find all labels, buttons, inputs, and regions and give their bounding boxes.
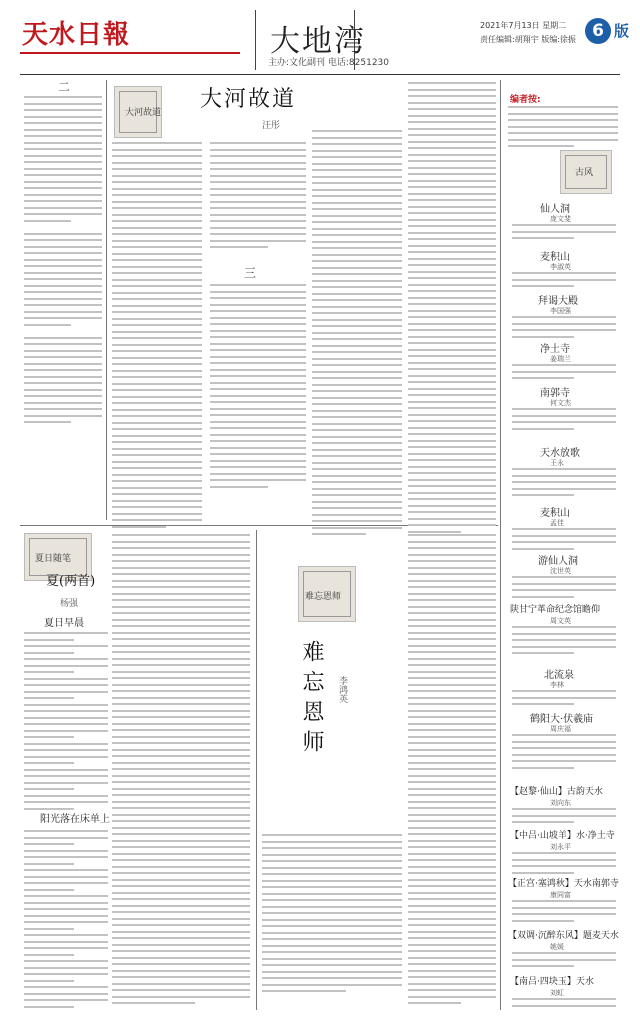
column-divider — [256, 530, 257, 1010]
poem-title: 天水放歌 — [540, 448, 580, 459]
poem-title: 【南吕·四块玉】天水 — [510, 977, 594, 987]
poem-title: 净土寺 — [540, 344, 570, 355]
poem-text — [512, 808, 616, 828]
poem-text — [24, 830, 108, 1012]
poem-text — [512, 690, 616, 710]
article-title: 难忘恩师 — [299, 640, 324, 760]
poem-author: 周文英 — [550, 617, 571, 625]
poem-subtitle: 夏日早晨 — [44, 618, 84, 629]
section-number: 二 — [58, 80, 71, 94]
poem-title: 【赵黎·仙山】古韵天水 — [510, 787, 603, 797]
poem-author: 李林 — [550, 681, 564, 689]
poem-title: 北流泉 — [544, 670, 574, 681]
article-byline: 李鸿英 — [337, 676, 347, 703]
poem-title: 游仙人洞 — [538, 556, 578, 567]
poem-author: 姜瑞兰 — [550, 355, 571, 363]
poem-title: 拜谒大殿 — [538, 296, 578, 307]
masthead-rule — [20, 52, 240, 54]
poem-text — [512, 852, 616, 878]
article-byline: 汪彤 — [262, 121, 281, 131]
body-text-column — [408, 534, 496, 1009]
issue-date: 2021年7月13日 星期二 — [480, 21, 567, 30]
body-text-column — [112, 142, 202, 532]
poem-text — [512, 364, 616, 384]
article-thumbnail: 难忘恩师 — [298, 566, 356, 622]
article-thumbnail: 夏日随笔 — [24, 533, 92, 581]
article-title: 夏(两首) — [46, 574, 96, 589]
poem-text — [512, 734, 616, 773]
poem-text — [512, 626, 616, 659]
poem-author: 康同富 — [550, 891, 571, 899]
poem-author: 庞文斐 — [550, 215, 571, 223]
section-editor-line: 主办:文化副刊 电话:8251230 — [268, 58, 390, 68]
body-text-column — [262, 834, 402, 997]
poem-title: 陕甘宁革命纪念馆瞻仰 — [510, 605, 601, 615]
body-text-column — [24, 96, 102, 428]
poem-title: 【双调·沉醉东风】题麦天水 — [508, 931, 619, 941]
editor-credits: 责任编辑:胡翔宇 版编:徐振 — [480, 35, 576, 44]
poem-title: 仙人洞 — [540, 204, 570, 215]
poem-text — [512, 272, 616, 292]
editor-note-heading: 编者按: — [510, 95, 541, 105]
poem-title: 南郭寺 — [540, 388, 570, 399]
poem-author: 王永 — [550, 459, 564, 467]
poem-text — [512, 998, 616, 1011]
edition-number-badge: 6 — [585, 18, 611, 44]
poem-text — [24, 632, 108, 814]
poem-author: 沈世英 — [550, 567, 571, 575]
poem-author: 刘向东 — [550, 799, 571, 807]
poem-title: 麦积山 — [540, 252, 570, 263]
column-divider — [500, 80, 501, 1010]
poem-author: 何文杰 — [550, 399, 571, 407]
poem-text — [512, 528, 616, 554]
poem-text — [512, 316, 616, 342]
poem-subtitle: 阳光落在床单上 — [40, 814, 110, 825]
article-title: 大河故道 — [200, 87, 297, 112]
poem-title: 麦积山 — [540, 508, 570, 519]
poem-text — [512, 900, 616, 926]
body-text-column — [210, 142, 306, 253]
article-byline: 杨强 — [60, 599, 79, 609]
poem-text — [512, 468, 616, 501]
header-rule — [20, 74, 620, 75]
poem-text — [512, 952, 616, 972]
poem-author: 李国强 — [550, 307, 571, 315]
poem-author: 周庆福 — [550, 725, 571, 733]
poem-title: 鹤阳大·伏羲庙 — [530, 714, 594, 725]
editor-note-text — [508, 106, 618, 152]
poem-author: 李淑英 — [550, 263, 571, 271]
body-text-column — [312, 130, 402, 540]
poem-text — [512, 224, 616, 244]
column-divider — [106, 80, 107, 520]
article-thumbnail: 大河故道 — [114, 86, 162, 138]
body-text-column — [210, 284, 306, 492]
poem-text — [512, 408, 616, 434]
poem-author: 孟佳 — [550, 519, 564, 527]
body-text-column — [408, 82, 496, 537]
column-thumbnail: 古风 — [560, 150, 612, 194]
section-title: 大地湾 — [270, 24, 366, 59]
section-number: 三 — [244, 266, 257, 280]
poem-title: 【中吕·山坡羊】水·净土寺 — [510, 831, 615, 841]
poem-author: 姚媛 — [550, 943, 564, 951]
poem-text — [512, 576, 616, 602]
masthead-logo: 天水日報 — [22, 20, 131, 50]
body-text-column — [112, 534, 250, 1009]
poem-title: 【正宫·塞鸿秋】天水南郭寺 — [508, 879, 619, 889]
poem-author: 刘永平 — [550, 843, 571, 851]
edition-label: 版 — [614, 22, 630, 40]
poem-author: 刘虹 — [550, 989, 564, 997]
